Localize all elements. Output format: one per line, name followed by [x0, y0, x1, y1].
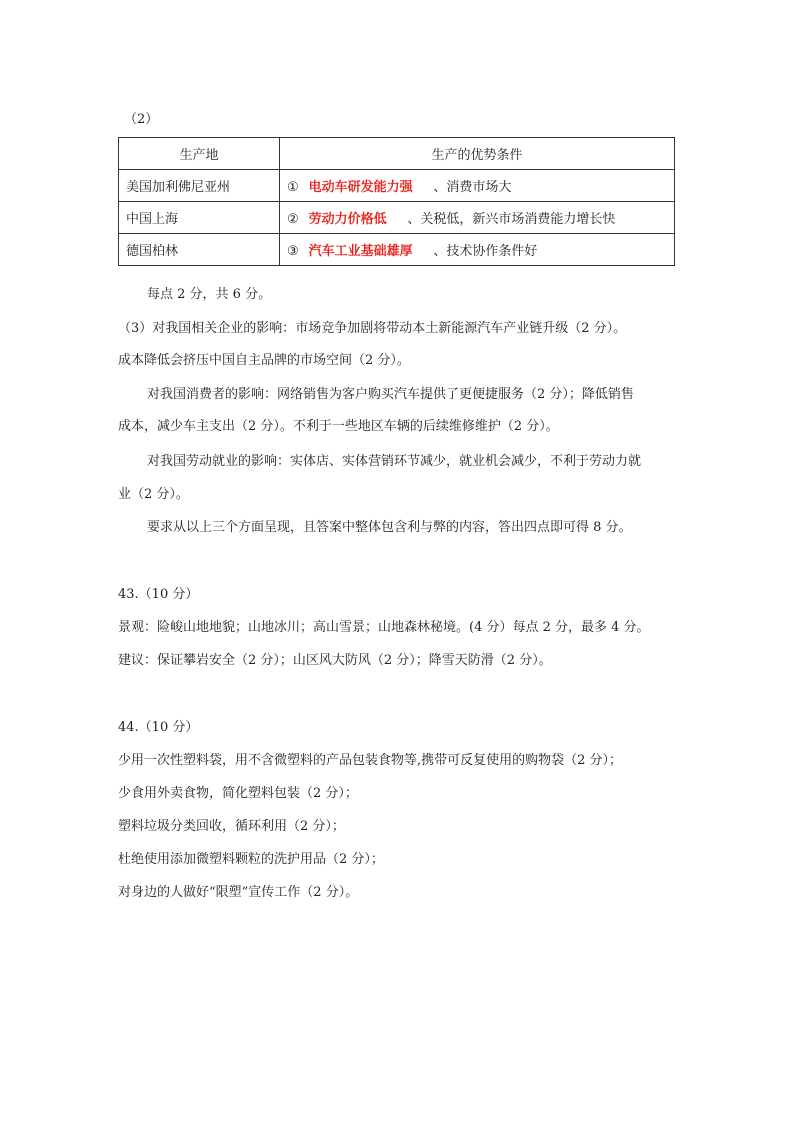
q44-line: 对身边的人做好“限塑”宣传工作（2 分）。: [118, 885, 359, 900]
part3-line: 成本，减少车主支出（2 分）。不利于一些地区车辆的后续维修维护（2 分）。: [118, 419, 559, 434]
cell-rest: 、技术协作条件好: [433, 244, 538, 259]
part3-line: 业（2 分）。: [118, 487, 189, 502]
cell-rest: 、消费市场大: [433, 180, 512, 195]
score-note: 每点 2 分，共 6 分。: [147, 287, 272, 302]
table-row: [119, 234, 675, 266]
part2-label: （2）: [124, 112, 159, 127]
answer-highlight: 劳动力价格低: [308, 212, 387, 227]
item-number: ②: [287, 212, 299, 227]
q43-line: 建议：保证攀岩安全（2 分）；山区风大防风（2 分）；降雪天防滑（2 分）。: [118, 653, 552, 668]
cell-place: 中国上海: [119, 202, 280, 234]
table-row: [119, 202, 675, 234]
cell-conditions: [280, 170, 675, 202]
part3-line: 成本降低会挤压中国自主品牌的市场空间（2 分）。: [118, 353, 410, 368]
table-header-row: [119, 138, 675, 170]
item-number: ①: [287, 180, 299, 195]
cell-rest: 、关税低，新兴市场消费能力增长快: [407, 212, 616, 227]
q44-line: 少用一次性塑料袋，用不含微塑料的产品包装食物等,携带可反复使用的购物袋（2 分）；: [118, 753, 623, 768]
q43-title: 43.（10 分）: [118, 587, 199, 602]
q43-line: 景观：险峻山地地貌；山地冰川；高山雪景；山地森林秘境。(4 分）每点 2 分，最多 4 分。: [118, 620, 650, 635]
cell-conditions: [280, 202, 675, 234]
q44-title: 44.（10 分）: [118, 720, 199, 735]
cell-place: 德国柏林: [119, 234, 280, 266]
part3-line: （3）对我国相关企业的影响：市场竞争加剧将带动本土新能源汽车产业链升级（2 分）。: [118, 321, 627, 336]
answer-highlight: 汽车工业基础雄厚: [308, 244, 413, 259]
q44-line: 塑料垃圾分类回收，循环利用（2 分）；: [118, 819, 345, 834]
part3-line: 对我国消费者的影响：网络销售为客户购买汽车提供了更便捷服务（2 分）；降低销售: [147, 387, 634, 402]
header-place: 生产地: [119, 138, 280, 170]
cell-conditions: [280, 234, 675, 266]
header-conditions: 生产的优势条件: [280, 138, 675, 170]
q44-line: 少食用外卖食物，简化塑料包装（2 分）；: [118, 786, 358, 801]
advantage-table: [118, 137, 675, 266]
q44-line: 杜绝使用添加微塑料颗粒的洗护用品（2 分）；: [118, 852, 384, 867]
part3-line: 要求从以上三个方面呈现，且答案中整体包含利与弊的内容，答出四点即可得 8 分。: [147, 520, 632, 535]
cell-place: 美国加利佛尼亚州: [119, 170, 280, 202]
item-number: ③: [287, 244, 299, 259]
part3-line: 对我国劳动就业的影响：实体店、实体营销环节减少，就业机会减少，不利于劳动力就: [147, 454, 642, 469]
table-row: [119, 170, 675, 202]
answer-highlight: 电动车研发能力强: [308, 180, 413, 195]
